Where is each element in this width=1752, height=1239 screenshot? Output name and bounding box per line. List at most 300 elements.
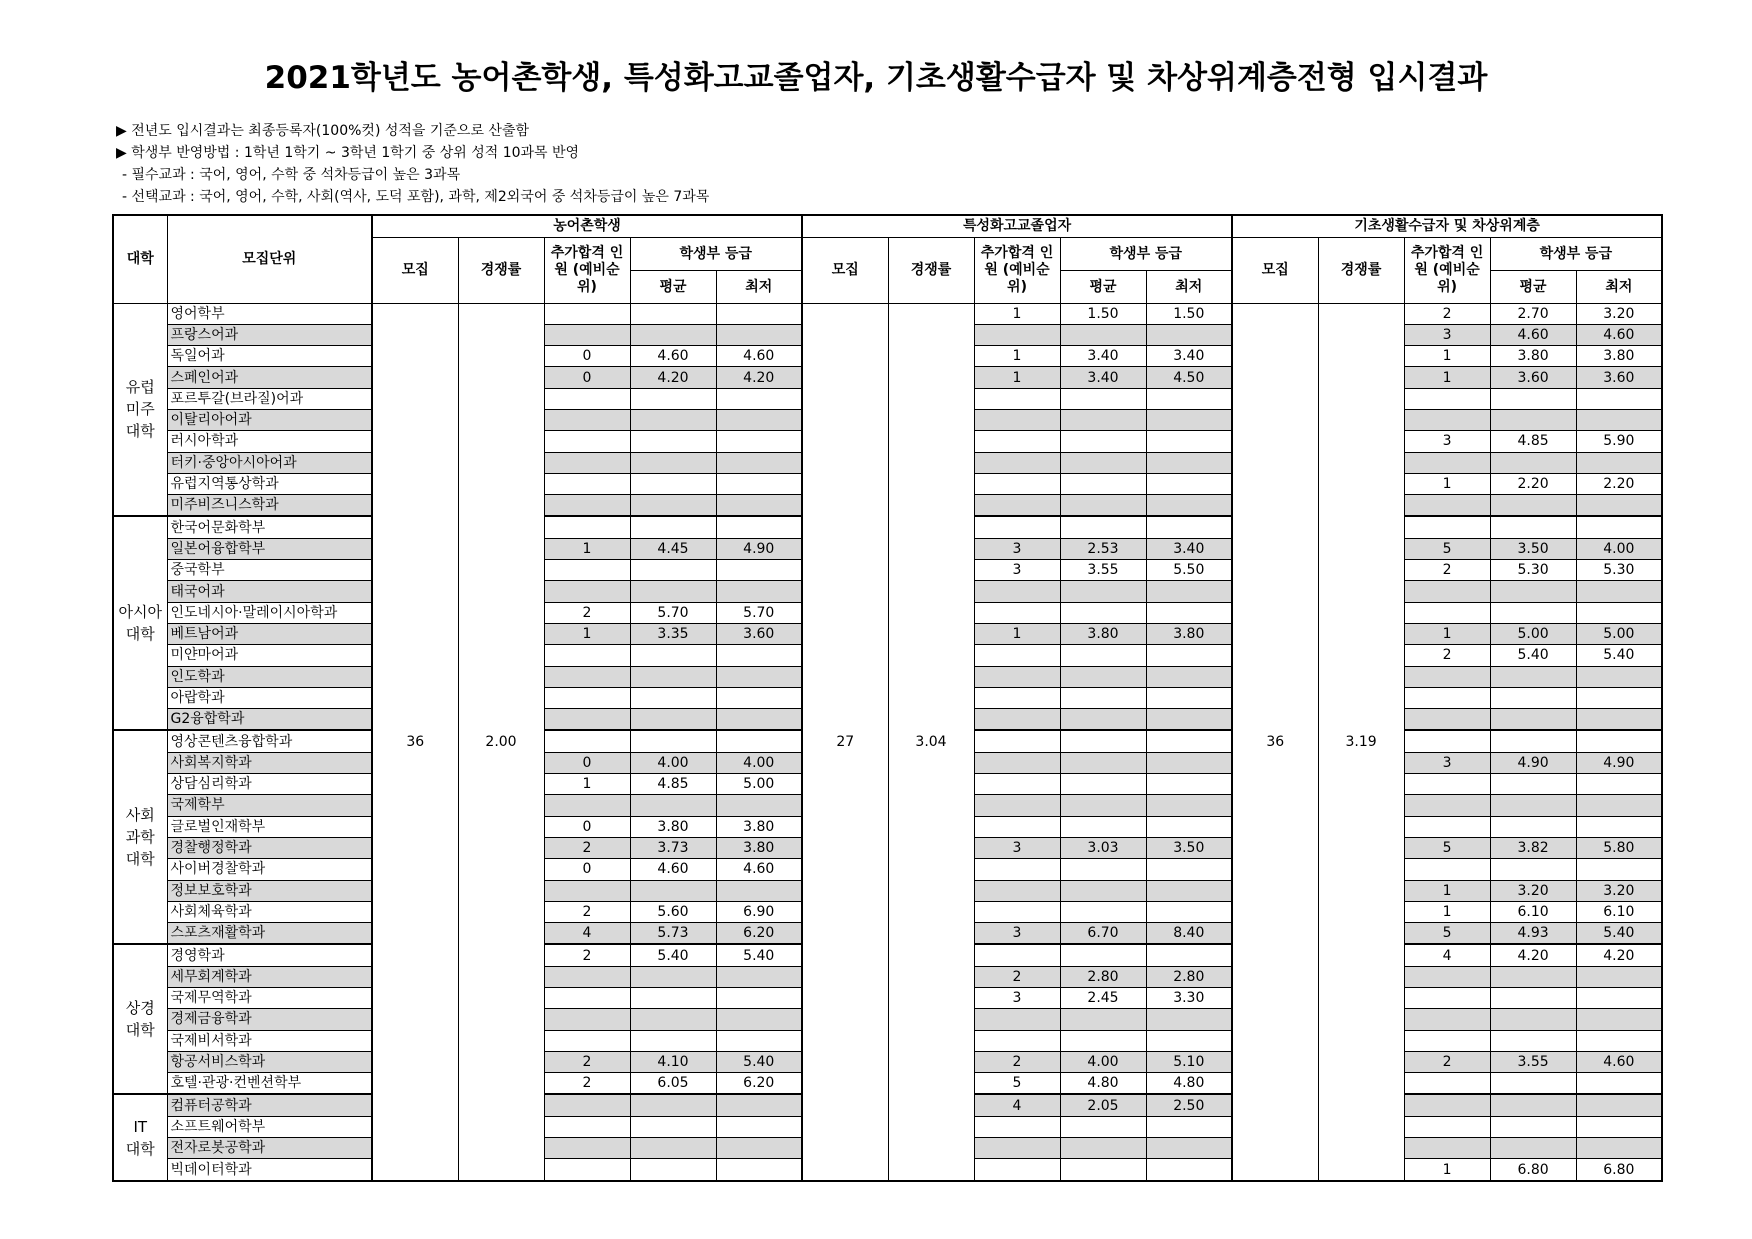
dept-cell: 인도학과 (167, 666, 372, 687)
notes (116, 120, 709, 208)
cell-min (716, 709, 802, 731)
cell-extra: 0 (544, 859, 630, 880)
dept-cell: 전자로봇공학과 (167, 1138, 372, 1159)
cell-avg (630, 431, 716, 452)
cell-avg (1490, 816, 1576, 837)
dept-cell: 터키·중앙아시아어과 (167, 452, 372, 473)
cell-extra (974, 1138, 1060, 1159)
cell-avg (630, 581, 716, 602)
cell-min: 5.00 (1576, 623, 1662, 644)
cell-avg (1060, 730, 1146, 752)
dept-cell: 미얀마어과 (167, 645, 372, 666)
cell-min (1146, 1138, 1232, 1159)
cell-extra (1404, 1138, 1490, 1159)
dept-cell: 미주비즈니스학과 (167, 495, 372, 517)
cell-min (1146, 495, 1232, 517)
cell-extra (974, 816, 1060, 837)
cell-min: 5.10 (1146, 1051, 1232, 1072)
cell-extra (1404, 1073, 1490, 1095)
note-line: - 선택교과 : 국어, 영어, 수학, 사회(역사, 도덕 포함), 과학, 제2외국어 중 석차등급이 높은 7과목 (122, 189, 710, 205)
cell-avg: 6.05 (630, 1073, 716, 1095)
cell-avg (1060, 473, 1146, 494)
cell-min (1146, 1159, 1232, 1181)
cell-min (716, 324, 802, 345)
cell-extra (544, 988, 630, 1009)
cell-avg: 4.85 (1490, 431, 1576, 452)
cell-avg (1060, 752, 1146, 773)
cell-avg (1060, 1009, 1146, 1030)
header-recruit: 모집 (372, 237, 458, 303)
cell-min (1146, 1116, 1232, 1137)
cell-avg: 3.50 (1490, 538, 1576, 559)
cell-avg (1490, 1094, 1576, 1116)
cell-extra (544, 324, 630, 345)
cell-min (1146, 816, 1232, 837)
cell-extra: 3 (974, 923, 1060, 945)
cell-extra (974, 666, 1060, 687)
cell-min (1576, 730, 1662, 752)
cell-avg (630, 324, 716, 345)
cell-extra (544, 880, 630, 901)
cell-avg (630, 1030, 716, 1051)
cell-min (1146, 1009, 1232, 1030)
cell-avg (1060, 645, 1146, 666)
cell-min (716, 687, 802, 708)
dept-cell: 중국학부 (167, 560, 372, 581)
cell-extra: 2 (544, 602, 630, 623)
cell-avg (1060, 1030, 1146, 1051)
header-avg: 평균 (1060, 270, 1146, 303)
cell-avg (630, 388, 716, 409)
cell-extra: 2 (1404, 560, 1490, 581)
cell-extra: 5 (1404, 837, 1490, 858)
cell-avg (630, 645, 716, 666)
cell-min (716, 1009, 802, 1030)
dept-cell: 포르투갈(브라질)어과 (167, 388, 372, 409)
cell-avg (1060, 795, 1146, 816)
cell-min (716, 1138, 802, 1159)
header-group-rural: 농어촌학생 (372, 215, 802, 237)
cell-avg: 3.40 (1060, 346, 1146, 367)
dept-cell: 인도네시아·말레이시아학과 (167, 602, 372, 623)
cell-min (1576, 1116, 1662, 1137)
cell-avg: 4.93 (1490, 923, 1576, 945)
cell-min (1576, 452, 1662, 473)
cell-extra: 2 (974, 966, 1060, 987)
cell-avg: 5.70 (630, 602, 716, 623)
college-cell: 유럽 미주 대학 (113, 303, 167, 516)
cell-extra (544, 1094, 630, 1116)
cell-extra: 4 (544, 923, 630, 945)
cell-min: 6.20 (716, 923, 802, 945)
cell-min (1576, 1030, 1662, 1051)
cell-min: 4.20 (716, 367, 802, 388)
cell-min (1576, 795, 1662, 816)
cell-extra: 1 (1404, 473, 1490, 494)
cell-extra: 0 (544, 346, 630, 367)
note-line: - 필수교과 : 국어, 영어, 수학 중 석차등급이 높은 3과목 (122, 167, 461, 183)
cell-avg: 3.35 (630, 623, 716, 644)
cell-extra (974, 516, 1060, 538)
cell-avg (1060, 324, 1146, 345)
cell-min: 2.50 (1146, 1094, 1232, 1116)
cell-avg (1060, 880, 1146, 901)
cell-min: 4.00 (716, 752, 802, 773)
cell-min (1146, 944, 1232, 966)
cell-extra (544, 1116, 630, 1137)
college-cell: 사회 과학 대학 (113, 730, 167, 944)
header-extra: 추가합격 인원 (예비순위) (1404, 237, 1490, 303)
cell-min (1576, 581, 1662, 602)
cell-extra: 3 (974, 560, 1060, 581)
cell-min (1576, 1009, 1662, 1030)
cell-min (716, 431, 802, 452)
cell-extra: 2 (1404, 303, 1490, 324)
cell-min: 2.80 (1146, 966, 1232, 987)
cell-extra: 2 (1404, 645, 1490, 666)
cell-extra (544, 795, 630, 816)
cell-min (1576, 1073, 1662, 1095)
cell-min: 3.50 (1146, 837, 1232, 858)
cell-avg (630, 1159, 716, 1181)
cell-min (716, 516, 802, 538)
header-extra: 추가합격 인원 (예비순위) (544, 237, 630, 303)
cell-avg (630, 966, 716, 987)
cell-avg: 3.82 (1490, 837, 1576, 858)
cell-extra (544, 730, 630, 752)
dept-cell: 유럽지역통상학과 (167, 473, 372, 494)
cell-avg (1490, 388, 1576, 409)
cell-extra (544, 303, 630, 324)
cell-min (716, 452, 802, 473)
cell-extra (974, 859, 1060, 880)
college-cell: 상경 대학 (113, 944, 167, 1094)
cell-min: 3.80 (716, 816, 802, 837)
dept-cell: 국제비서학과 (167, 1030, 372, 1051)
dept-cell: 상담심리학과 (167, 774, 372, 795)
cell-min (1576, 516, 1662, 538)
cell-min: 6.90 (716, 901, 802, 922)
cell-min: 5.80 (1576, 837, 1662, 858)
cell-min (1146, 581, 1232, 602)
cell-extra: 0 (544, 752, 630, 773)
cell-min (716, 1116, 802, 1137)
cell-avg: 4.85 (630, 774, 716, 795)
cell-avg (630, 666, 716, 687)
cell-avg (1060, 816, 1146, 837)
cell-extra (544, 687, 630, 708)
cell-avg: 3.55 (1490, 1051, 1576, 1072)
cell-avg (1490, 1030, 1576, 1051)
header-recruit: 모집 (1232, 237, 1318, 303)
cell-min: 6.10 (1576, 901, 1662, 922)
cell-min: 5.50 (1146, 560, 1232, 581)
header-avg: 평균 (1490, 270, 1576, 303)
cell-min: 4.80 (1146, 1073, 1232, 1095)
table-body (113, 303, 1662, 1181)
cell-extra (544, 645, 630, 666)
cell-avg: 3.20 (1490, 880, 1576, 901)
dept-cell: G2융합학과 (167, 709, 372, 731)
cell-extra: 1 (1404, 367, 1490, 388)
cell-extra (974, 1009, 1060, 1030)
cell-min: 3.30 (1146, 988, 1232, 1009)
cell-extra (1404, 774, 1490, 795)
cell-min (1146, 452, 1232, 473)
cell-avg (1060, 495, 1146, 517)
cell-avg: 2.53 (1060, 538, 1146, 559)
cell-avg (1060, 1116, 1146, 1137)
cell-extra (974, 324, 1060, 345)
cell-avg: 5.40 (1490, 645, 1576, 666)
cell-avg (630, 880, 716, 901)
cell-avg: 6.70 (1060, 923, 1146, 945)
cell-avg (1490, 988, 1576, 1009)
dept-cell: 소프트웨어학부 (167, 1116, 372, 1137)
dept-cell: 항공서비스학과 (167, 1051, 372, 1072)
cell-avg (630, 709, 716, 731)
cell-extra (974, 473, 1060, 494)
cell-extra (544, 452, 630, 473)
cell-extra (1404, 516, 1490, 538)
cell-extra: 1 (974, 367, 1060, 388)
dept-cell: 영어학부 (167, 303, 372, 324)
cell-extra: 1 (544, 623, 630, 644)
cell-extra: 3 (1404, 324, 1490, 345)
cell-extra (544, 581, 630, 602)
cell-avg (630, 560, 716, 581)
cell-extra: 5 (974, 1073, 1060, 1095)
cell-avg (630, 730, 716, 752)
cell-extra (544, 1009, 630, 1030)
cell-extra (544, 388, 630, 409)
cell-extra (974, 795, 1060, 816)
dept-cell: 국제무역학과 (167, 988, 372, 1009)
cell-extra: 2 (544, 1073, 630, 1095)
cell-avg: 5.00 (1490, 623, 1576, 644)
dept-cell: 프랑스어과 (167, 324, 372, 345)
header-recruit: 모집 (802, 237, 888, 303)
cell-extra (544, 409, 630, 430)
cell-extra (974, 602, 1060, 623)
cell-avg (1490, 709, 1576, 731)
cell-min: 5.40 (1576, 923, 1662, 945)
dept-cell: 글로벌인재학부 (167, 816, 372, 837)
cell-min (716, 880, 802, 901)
college-cell: 아시아 대학 (113, 516, 167, 730)
cell-min: 5.30 (1576, 560, 1662, 581)
cell-avg (1490, 666, 1576, 687)
cell-min (1576, 666, 1662, 687)
cell-avg (630, 452, 716, 473)
cell-avg (1490, 1116, 1576, 1137)
cell-extra: 2 (1404, 1051, 1490, 1072)
cell-min: 4.00 (1576, 538, 1662, 559)
cell-extra (1404, 1030, 1490, 1051)
cell-avg (1490, 409, 1576, 430)
dept-cell: 러시아학과 (167, 431, 372, 452)
cell-extra: 1 (1404, 880, 1490, 901)
cell-extra (1404, 966, 1490, 987)
cell-extra (1404, 795, 1490, 816)
cell-avg: 5.73 (630, 923, 716, 945)
cell-avg: 4.20 (630, 367, 716, 388)
cell-min (716, 1094, 802, 1116)
cell-extra (1404, 687, 1490, 708)
cell-extra: 3 (1404, 752, 1490, 773)
cell-extra: 2 (544, 1051, 630, 1072)
cell-extra (544, 431, 630, 452)
cell-extra: 3 (1404, 431, 1490, 452)
cell-extra (1404, 388, 1490, 409)
cell-extra (974, 944, 1060, 966)
cell-extra: 5 (1404, 538, 1490, 559)
cell-extra: 1 (1404, 623, 1490, 644)
cell-avg (630, 1094, 716, 1116)
cell-extra (1404, 730, 1490, 752)
cell-extra (974, 1030, 1060, 1051)
cell-extra (544, 495, 630, 517)
cell-avg (630, 1116, 716, 1137)
ratio-cell: 3.04 (888, 303, 974, 1181)
cell-min: 3.60 (716, 623, 802, 644)
cell-min: 5.40 (716, 944, 802, 966)
cell-min: 4.60 (1576, 1051, 1662, 1072)
cell-avg: 3.80 (1060, 623, 1146, 644)
cell-min (1146, 901, 1232, 922)
cell-min: 4.90 (716, 538, 802, 559)
cell-extra (974, 730, 1060, 752)
cell-avg: 4.20 (1490, 944, 1576, 966)
cell-avg: 1.50 (1060, 303, 1146, 324)
cell-avg (1060, 774, 1146, 795)
header-ratio: 경쟁률 (888, 237, 974, 303)
header-min: 최저 (1146, 270, 1232, 303)
cell-min (1146, 687, 1232, 708)
cell-avg: 6.80 (1490, 1159, 1576, 1181)
header-grade: 학생부 등급 (630, 237, 802, 270)
cell-min (1576, 409, 1662, 430)
cell-extra: 1 (974, 303, 1060, 324)
cell-avg (1060, 901, 1146, 922)
cell-avg: 3.60 (1490, 367, 1576, 388)
header-min: 최저 (716, 270, 802, 303)
cell-avg: 6.10 (1490, 901, 1576, 922)
cell-extra (1404, 709, 1490, 731)
cell-avg (630, 473, 716, 494)
cell-min: 3.20 (1576, 303, 1662, 324)
dept-cell: 빅데이터학과 (167, 1159, 372, 1181)
dept-cell: 스페인어과 (167, 367, 372, 388)
cell-avg: 4.60 (630, 346, 716, 367)
cell-min: 6.80 (1576, 1159, 1662, 1181)
cell-min: 2.20 (1576, 473, 1662, 494)
cell-min (1146, 602, 1232, 623)
cell-min (716, 1159, 802, 1181)
dept-cell: 사이버경찰학과 (167, 859, 372, 880)
cell-min (1146, 473, 1232, 494)
cell-avg (1060, 859, 1146, 880)
cell-avg: 2.05 (1060, 1094, 1146, 1116)
cell-avg (1060, 1159, 1146, 1181)
cell-extra: 2 (544, 944, 630, 966)
cell-min: 3.80 (716, 837, 802, 858)
cell-avg: 4.00 (630, 752, 716, 773)
cell-avg (1060, 1138, 1146, 1159)
cell-extra (974, 431, 1060, 452)
cell-min (716, 473, 802, 494)
cell-extra: 2 (544, 837, 630, 858)
cell-min (716, 303, 802, 324)
cell-extra (544, 709, 630, 731)
dept-cell: 태국어과 (167, 581, 372, 602)
cell-avg (1490, 774, 1576, 795)
cell-extra (1404, 1009, 1490, 1030)
cell-extra (974, 645, 1060, 666)
dept-cell: 스포츠재활학과 (167, 923, 372, 945)
cell-min: 4.60 (716, 859, 802, 880)
cell-extra (544, 1159, 630, 1181)
cell-min (1146, 388, 1232, 409)
cell-avg (630, 795, 716, 816)
cell-extra: 1 (1404, 901, 1490, 922)
cell-extra (544, 1030, 630, 1051)
cell-min (716, 560, 802, 581)
cell-min (1146, 1030, 1232, 1051)
recruit-cell: 36 (372, 303, 458, 1181)
cell-avg (1060, 516, 1146, 538)
cell-avg (1490, 730, 1576, 752)
cell-avg: 4.60 (1490, 324, 1576, 345)
cell-extra: 5 (1404, 923, 1490, 945)
note-line: ▶ 전년도 입시결과는 최종등록자(100%컷) 성적을 기준으로 산출함 (116, 123, 529, 139)
cell-min (716, 730, 802, 752)
cell-min: 3.40 (1146, 346, 1232, 367)
cell-avg: 2.70 (1490, 303, 1576, 324)
header-college: 대학 (113, 215, 167, 303)
cell-avg (630, 1138, 716, 1159)
cell-extra (974, 901, 1060, 922)
cell-extra (1404, 859, 1490, 880)
cell-extra (544, 516, 630, 538)
cell-min: 3.20 (1576, 880, 1662, 901)
cell-min (1576, 388, 1662, 409)
cell-min (716, 409, 802, 430)
cell-min (1576, 1094, 1662, 1116)
dept-cell: 사회복지학과 (167, 752, 372, 773)
cell-extra: 1 (974, 346, 1060, 367)
cell-avg: 3.40 (1060, 367, 1146, 388)
cell-min: 3.80 (1576, 346, 1662, 367)
cell-extra (1404, 409, 1490, 430)
cell-extra (1404, 602, 1490, 623)
cell-min: 3.80 (1146, 623, 1232, 644)
cell-extra: 3 (974, 837, 1060, 858)
cell-extra (974, 495, 1060, 517)
cell-avg (1060, 687, 1146, 708)
cell-avg: 3.55 (1060, 560, 1146, 581)
cell-avg (1490, 1009, 1576, 1030)
cell-avg: 2.20 (1490, 473, 1576, 494)
cell-avg: 3.03 (1060, 837, 1146, 858)
cell-min: 4.50 (1146, 367, 1232, 388)
cell-min (1576, 495, 1662, 517)
cell-avg: 3.80 (1490, 346, 1576, 367)
header-dept: 모집단위 (167, 215, 372, 303)
cell-extra: 1 (974, 623, 1060, 644)
cell-extra: 2 (974, 1051, 1060, 1072)
cell-avg: 4.60 (630, 859, 716, 880)
